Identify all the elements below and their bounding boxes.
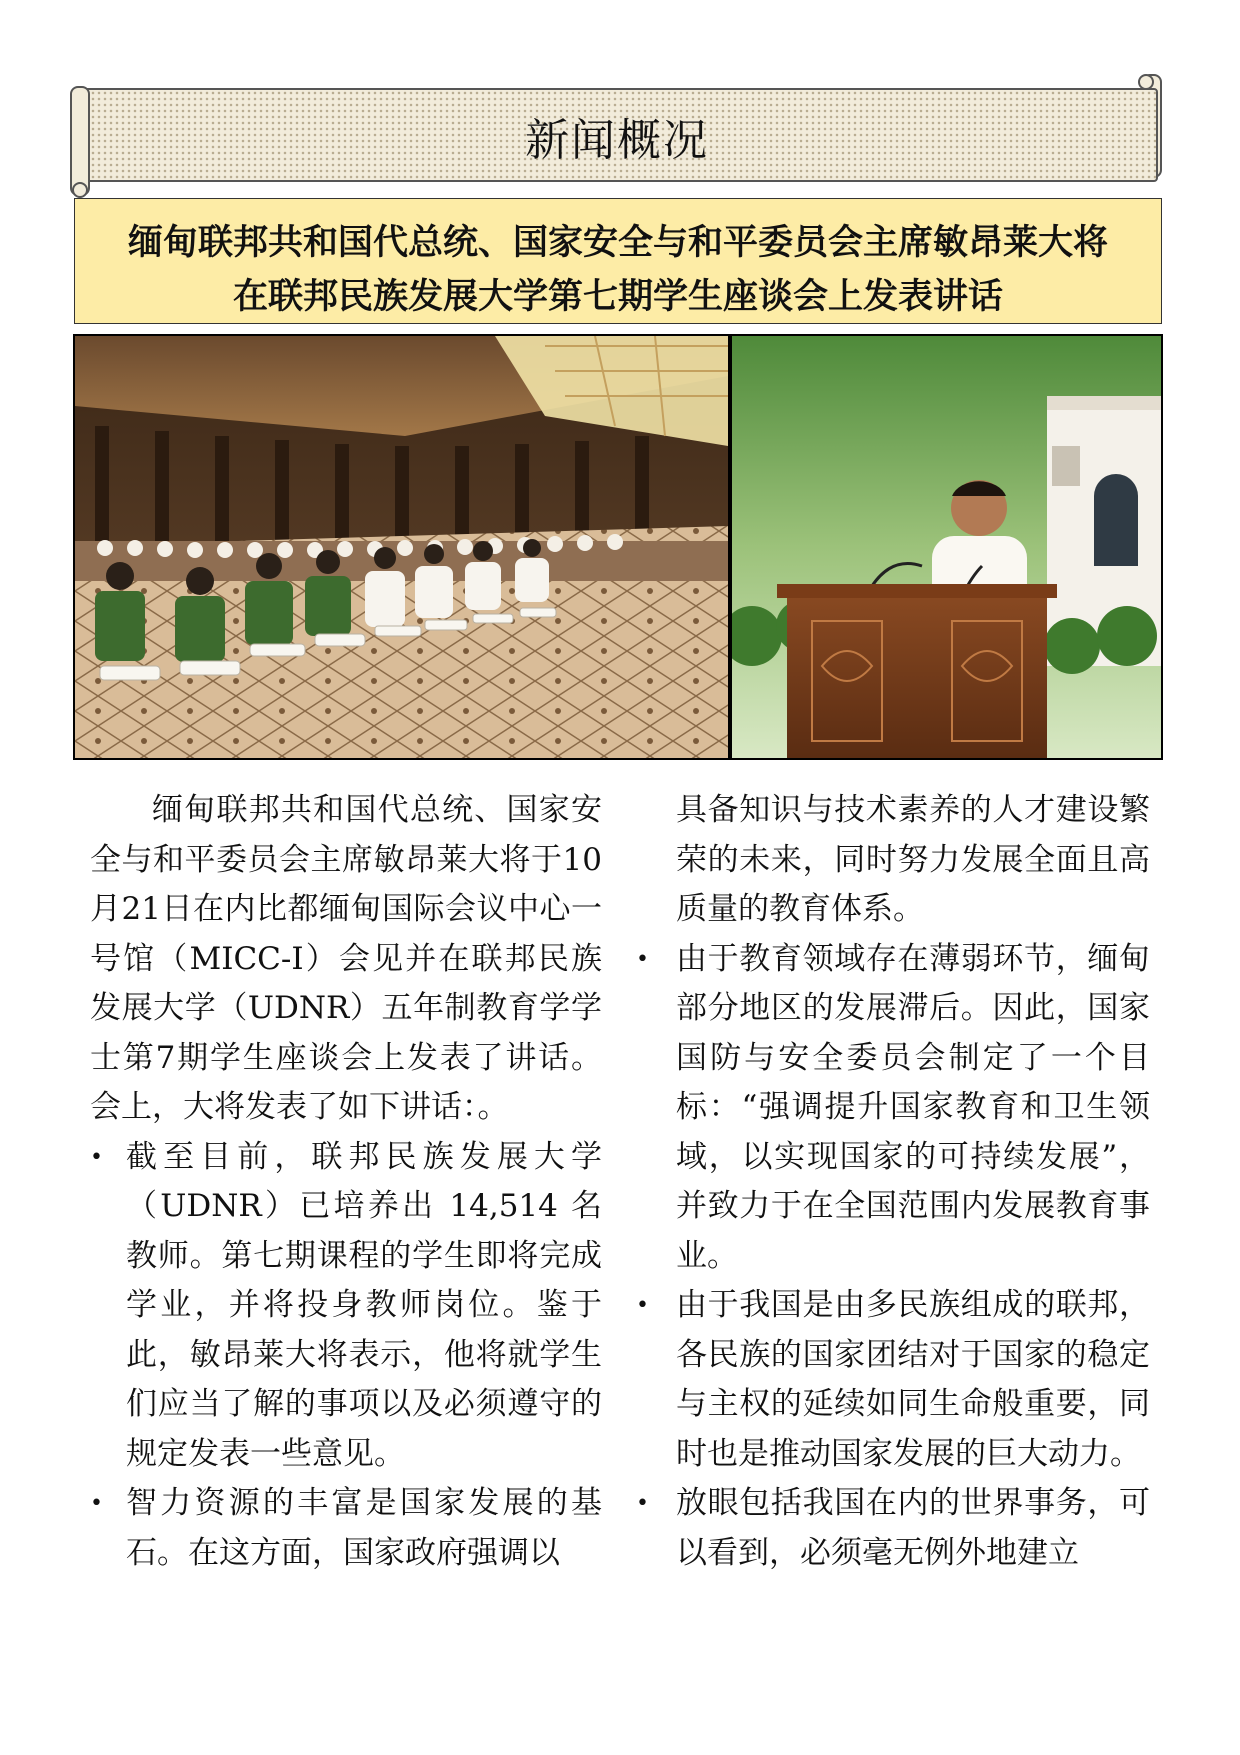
headline-line-1: 缅甸联邦共和国代总统、国家安全与和平委员会主席敏昂莱大将 [127, 223, 1108, 263]
audience-hall-photo [75, 336, 728, 758]
scroll-curl-bottom-left [72, 182, 88, 198]
bullet-continuation: 具备知识与技术素养的人才建设繁荣的未来，同时努力发展全面且高质量的教育体系。 [676, 792, 1150, 927]
headline-line-2: 在联邦民族发展大学第七期学生座谈会上发表讲话 [232, 277, 1003, 317]
photo-strip [73, 334, 1163, 760]
intro-paragraph: 缅甸联邦共和国代总统、国家安全与和平委员会主席敏昂莱大将于10月21日在内比都缅甸国际会议中心一号馆（MICC-I）会见并在联邦民族发展大学（UDNR）五年制教育学学士第7期学生座谈会上发表了讲话。会上，大将发表了如下讲话：。 [90, 792, 602, 1125]
bullet-item: • 放眼包括我国在内的世界事务，可以看到，必须毫无例外地建立 [630, 1479, 1150, 1578]
speaker-podium-photo [732, 336, 1161, 758]
scroll-curl-top-right [1138, 74, 1154, 90]
section-banner [76, 88, 1158, 182]
article-column-left [90, 786, 602, 1578]
article-column-right [630, 786, 1150, 1578]
bullet-item: • 由于教育领域存在薄弱环节，缅甸部分地区的发展滞后。因此，国家国防与安全委员会制定了一个目标：“强调提升国家教育和卫生领域，以实现国家的可持续发展”，并致力于在全国范围内发展教育事业。 [630, 935, 1150, 1282]
banner-title: 新闻概况 [525, 115, 709, 166]
bullet-item: • 智力资源的丰富是国家发展的基石。在这方面，国家政府强调以 [90, 1479, 602, 1578]
headline-box [74, 198, 1162, 324]
scroll-roll-left [70, 86, 90, 196]
bullet-item: • 截至目前，联邦民族发展大学（UDNR）已培养出 14,514 名教师。第七期课程的学生即将完成学业，并将投身教师岗位。鉴于此，敏昂莱大将表示，他将就学生们应当了解的事项以及必须遵守的规定发表一些意见。 [90, 1133, 602, 1480]
bullet-item: • 由于我国是由多民族组成的联邦，各民族的国家团结对于国家的稳定与主权的延续如同生命般重要，同时也是推动国家发展的巨大动力。 [630, 1281, 1150, 1479]
